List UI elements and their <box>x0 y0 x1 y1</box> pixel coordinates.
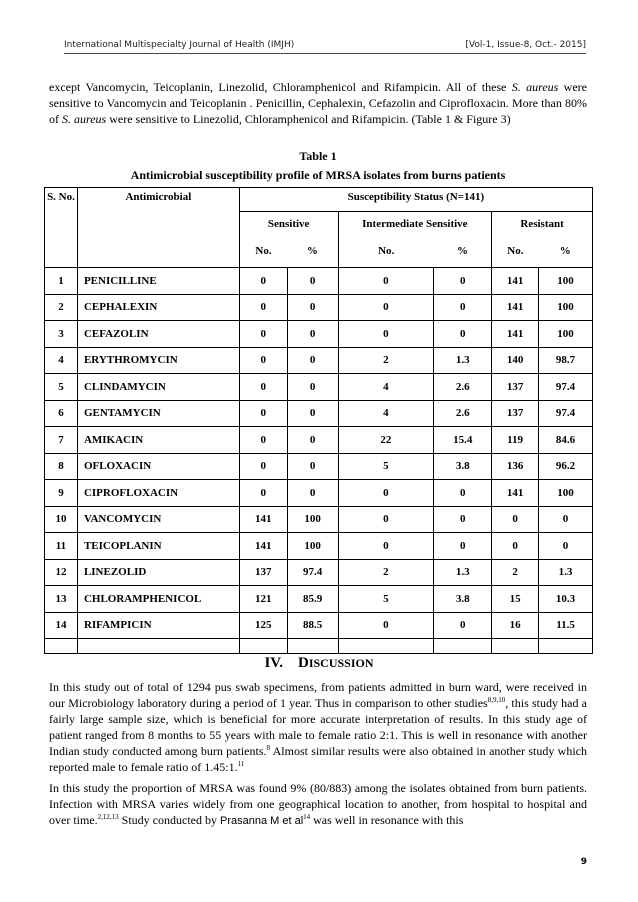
resistant-pct-header: % <box>539 236 593 268</box>
cell-resistant-pct: 100 <box>539 480 593 507</box>
cell-sno: 6 <box>45 400 78 427</box>
table-row <box>45 294 593 321</box>
cell-resistant-pct: 0 <box>539 506 593 533</box>
table-row <box>45 586 593 613</box>
cell-sensitive-pct: 0 <box>287 400 338 427</box>
cell-antimicrobial: AMIKACIN <box>77 427 239 454</box>
cell-resistant-no: 2 <box>492 559 539 586</box>
cell-intermediate-pct: 2.6 <box>434 400 492 427</box>
issue-info: [Vol-1, Issue-8, Oct.- 2015] <box>465 40 586 50</box>
cell-intermediate-no: 0 <box>338 268 434 295</box>
cell-sensitive-no: 0 <box>239 453 287 480</box>
cell-resistant-no: 141 <box>492 321 539 348</box>
intermediate-no-header: No. <box>338 236 434 268</box>
cell-intermediate-pct: 15.4 <box>434 427 492 454</box>
cell-intermediate-no: 5 <box>338 453 434 480</box>
cell-antimicrobial: GENTAMYCIN <box>77 400 239 427</box>
cell-antimicrobial: RIFAMPICIN <box>77 612 239 639</box>
table-row <box>45 506 593 533</box>
cell-sensitive-pct: 0 <box>287 268 338 295</box>
cell-sno: 3 <box>45 321 78 348</box>
table-row <box>45 427 593 454</box>
cell-intermediate-no: 2 <box>338 347 434 374</box>
cell-sensitive-pct: 100 <box>287 533 338 560</box>
cell-resistant-pct: 11.5 <box>539 612 593 639</box>
cell-intermediate-no: 4 <box>338 400 434 427</box>
cell-resistant-no: 141 <box>492 268 539 295</box>
col-intermediate-header: Intermediate Sensitive <box>338 212 492 236</box>
cell-sno: 1 <box>45 268 78 295</box>
cell-sensitive-pct: 0 <box>287 480 338 507</box>
table-row <box>45 453 593 480</box>
cell-sensitive-pct: 88.5 <box>287 612 338 639</box>
cell-sensitive-no: 0 <box>239 400 287 427</box>
cell-sno: 14 <box>45 612 78 639</box>
cell-intermediate-pct: 1.3 <box>434 347 492 374</box>
cell-intermediate-pct: 2.6 <box>434 374 492 401</box>
cell-sensitive-no: 125 <box>239 612 287 639</box>
cell-antimicrobial: CHLORAMPHENICOL <box>77 586 239 613</box>
cell-resistant-no: 15 <box>492 586 539 613</box>
table-row <box>45 533 593 560</box>
cell-intermediate-pct: 0 <box>434 506 492 533</box>
col-resistant-header: Resistant <box>492 212 593 236</box>
cell-resistant-pct: 98.7 <box>539 347 593 374</box>
cell-sensitive-no: 0 <box>239 427 287 454</box>
discussion-paragraph-1: In this study out of total of 1294 pus swab specimens, from patients admitted in burn ward, were received in our Microbiology laboratory during a period of 1 year. Thus in comparison to other studies$^{8,9,10}$, this study had a fairly large sample size, which is beneficial for more accurate interpretation of results. In this study age of patient ranged from 8 months to 55 years with male to female ratio 2:1. This is well in resonance with another Indian study conducted among burn patients.$^8$ Almost similar results were also obtained in another study which reported male to female ratio of 1.45:1.11 <box>49 680 587 774</box>
cell-antimicrobial: CIPROFLOXACIN <box>77 480 239 507</box>
cell-resistant-no: 141 <box>492 480 539 507</box>
cell-resistant-no: 0 <box>492 533 539 560</box>
cell-sensitive-pct: 0 <box>287 347 338 374</box>
intro-paragraph: except Vancomycin, Teicoplanin, Linezolid, Chloramphenicol and Rifampicin. All of these S. aureus were sensitive to Vancomycin and Teicoplanin . Penicillin, Cephalexin, Cefazolin and Ciprofloxacin. More than 80% of S. aureus were sensitive to Linezolid, Chloramphenicol and Rifampicin. (Table 1 & Figure 3) <box>49 80 587 126</box>
cell-intermediate-pct: 0 <box>434 321 492 348</box>
cell-sensitive-pct: 97.4 <box>287 559 338 586</box>
cell-antimicrobial: CLINDAMYCIN <box>77 374 239 401</box>
cell-intermediate-pct: 0 <box>434 533 492 560</box>
cell-antimicrobial: CEFAZOLIN <box>77 321 239 348</box>
cell-resistant-pct: 10.3 <box>539 586 593 613</box>
resistant-no-header: No. <box>492 236 539 268</box>
cell-sensitive-no: 0 <box>239 480 287 507</box>
cell-resistant-no: 0 <box>492 506 539 533</box>
cell-resistant-no: 137 <box>492 374 539 401</box>
cell-sensitive-no: 121 <box>239 586 287 613</box>
sensitive-pct-header: % <box>287 236 338 268</box>
cell-intermediate-pct: 0 <box>434 268 492 295</box>
cell-intermediate-no: 0 <box>338 612 434 639</box>
cell-resistant-pct: 1.3 <box>539 559 593 586</box>
cell-resistant-no: 140 <box>492 347 539 374</box>
cell-intermediate-pct: 1.3 <box>434 559 492 586</box>
cell-antimicrobial: ERYTHROMYCIN <box>77 347 239 374</box>
cell-sno: 5 <box>45 374 78 401</box>
cell-sno: 11 <box>45 533 78 560</box>
running-header <box>64 38 586 54</box>
cell-sno: 10 <box>45 506 78 533</box>
cell-antimicrobial: LINEZOLID <box>77 559 239 586</box>
cell-resistant-pct: 100 <box>539 321 593 348</box>
cell-antimicrobial: VANCOMYCIN <box>77 506 239 533</box>
cell-sno: 4 <box>45 347 78 374</box>
cell-resistant-pct: 0 <box>539 533 593 560</box>
cell-sensitive-no: 0 <box>239 321 287 348</box>
cell-resistant-no: 137 <box>492 400 539 427</box>
cell-sensitive-pct: 0 <box>287 427 338 454</box>
cell-sensitive-pct: 0 <box>287 453 338 480</box>
table-caption: Antimicrobial susceptibility profile of MRSA isolates from burns patients <box>130 168 506 182</box>
table-row <box>45 268 593 295</box>
cell-sensitive-pct: 100 <box>287 506 338 533</box>
cell-intermediate-pct: 3.8 <box>434 453 492 480</box>
table-row <box>45 559 593 586</box>
cell-sensitive-pct: 0 <box>287 374 338 401</box>
cell-intermediate-no: 0 <box>338 294 434 321</box>
col-status-header: Susceptibility Status (N=141) <box>239 188 592 212</box>
cell-sensitive-no: 0 <box>239 347 287 374</box>
cell-sno: 9 <box>45 480 78 507</box>
table-row <box>45 347 593 374</box>
cell-intermediate-no: 22 <box>338 427 434 454</box>
cell-sno: 13 <box>45 586 78 613</box>
table-row <box>45 400 593 427</box>
cell-sensitive-no: 0 <box>239 294 287 321</box>
section-title-initial: D <box>297 655 309 671</box>
section-number: IV. <box>264 655 283 671</box>
sensitive-no-header: No. <box>239 236 287 268</box>
cell-sno: 8 <box>45 453 78 480</box>
table-label: Table 1 <box>299 149 337 163</box>
cell-intermediate-no: 0 <box>338 506 434 533</box>
cell-sensitive-no: 141 <box>239 506 287 533</box>
cell-intermediate-no: 2 <box>338 559 434 586</box>
cell-intermediate-no: 5 <box>338 586 434 613</box>
table-row <box>45 480 593 507</box>
cell-sensitive-no: 141 <box>239 533 287 560</box>
cell-resistant-pct: 100 <box>539 268 593 295</box>
cell-resistant-pct: 97.4 <box>539 400 593 427</box>
cell-antimicrobial: TEICOPLANIN <box>77 533 239 560</box>
cell-sno: 7 <box>45 427 78 454</box>
section-title-rest: ISCUSSION <box>308 656 374 670</box>
cell-resistant-no: 136 <box>492 453 539 480</box>
cell-sensitive-pct: 0 <box>287 294 338 321</box>
discussion-paragraph-2: In this study the proportion of MRSA was found 9% (80/883) among the isolates obtained from burn patients. Infection with MRSA varies widely from one geographical location to another, from hospital to hospital and over time.$^{2,12,13}$ Study conducted by Prasanna M et $al^{14}$ was well in resonance with this <box>49 781 587 827</box>
cell-antimicrobial: CEPHALEXIN <box>77 294 239 321</box>
header-rule <box>64 53 586 54</box>
cell-intermediate-no: 0 <box>338 480 434 507</box>
cell-antimicrobial: PENICILLINE <box>77 268 239 295</box>
cell-intermediate-pct: 0 <box>434 480 492 507</box>
cell-sensitive-no: 0 <box>239 268 287 295</box>
cell-intermediate-pct: 3.8 <box>434 586 492 613</box>
cell-intermediate-no: 4 <box>338 374 434 401</box>
cell-resistant-pct: 84.6 <box>539 427 593 454</box>
cell-sno: 2 <box>45 294 78 321</box>
journal-name: International Multispecialty Journal of Health (IMJH) <box>64 40 295 50</box>
col-sno-header: S. No. <box>45 188 78 268</box>
intermediate-pct-header: % <box>434 236 492 268</box>
section-heading <box>0 655 638 672</box>
col-sensitive-header: Sensitive <box>239 212 338 236</box>
col-antimicrobial-header: Antimicrobial <box>77 188 239 268</box>
cell-intermediate-pct: 0 <box>434 294 492 321</box>
cell-resistant-no: 141 <box>492 294 539 321</box>
cell-resistant-pct: 97.4 <box>539 374 593 401</box>
cell-resistant-no: 119 <box>492 427 539 454</box>
cell-antimicrobial: OFLOXACIN <box>77 453 239 480</box>
page-number: 9 <box>580 857 587 867</box>
cell-sensitive-pct: 85.9 <box>287 586 338 613</box>
susceptibility-table <box>44 187 593 654</box>
cell-resistant-pct: 100 <box>539 294 593 321</box>
cell-resistant-pct: 96.2 <box>539 453 593 480</box>
cell-intermediate-no: 0 <box>338 533 434 560</box>
table-row <box>45 612 593 639</box>
cell-sensitive-no: 0 <box>239 374 287 401</box>
table-row <box>45 374 593 401</box>
cell-sensitive-pct: 0 <box>287 321 338 348</box>
cell-resistant-no: 16 <box>492 612 539 639</box>
cell-intermediate-no: 0 <box>338 321 434 348</box>
table-row <box>45 321 593 348</box>
cell-sno: 12 <box>45 559 78 586</box>
cell-sensitive-no: 137 <box>239 559 287 586</box>
table-spacer-row <box>45 639 593 654</box>
cell-intermediate-pct: 0 <box>434 612 492 639</box>
